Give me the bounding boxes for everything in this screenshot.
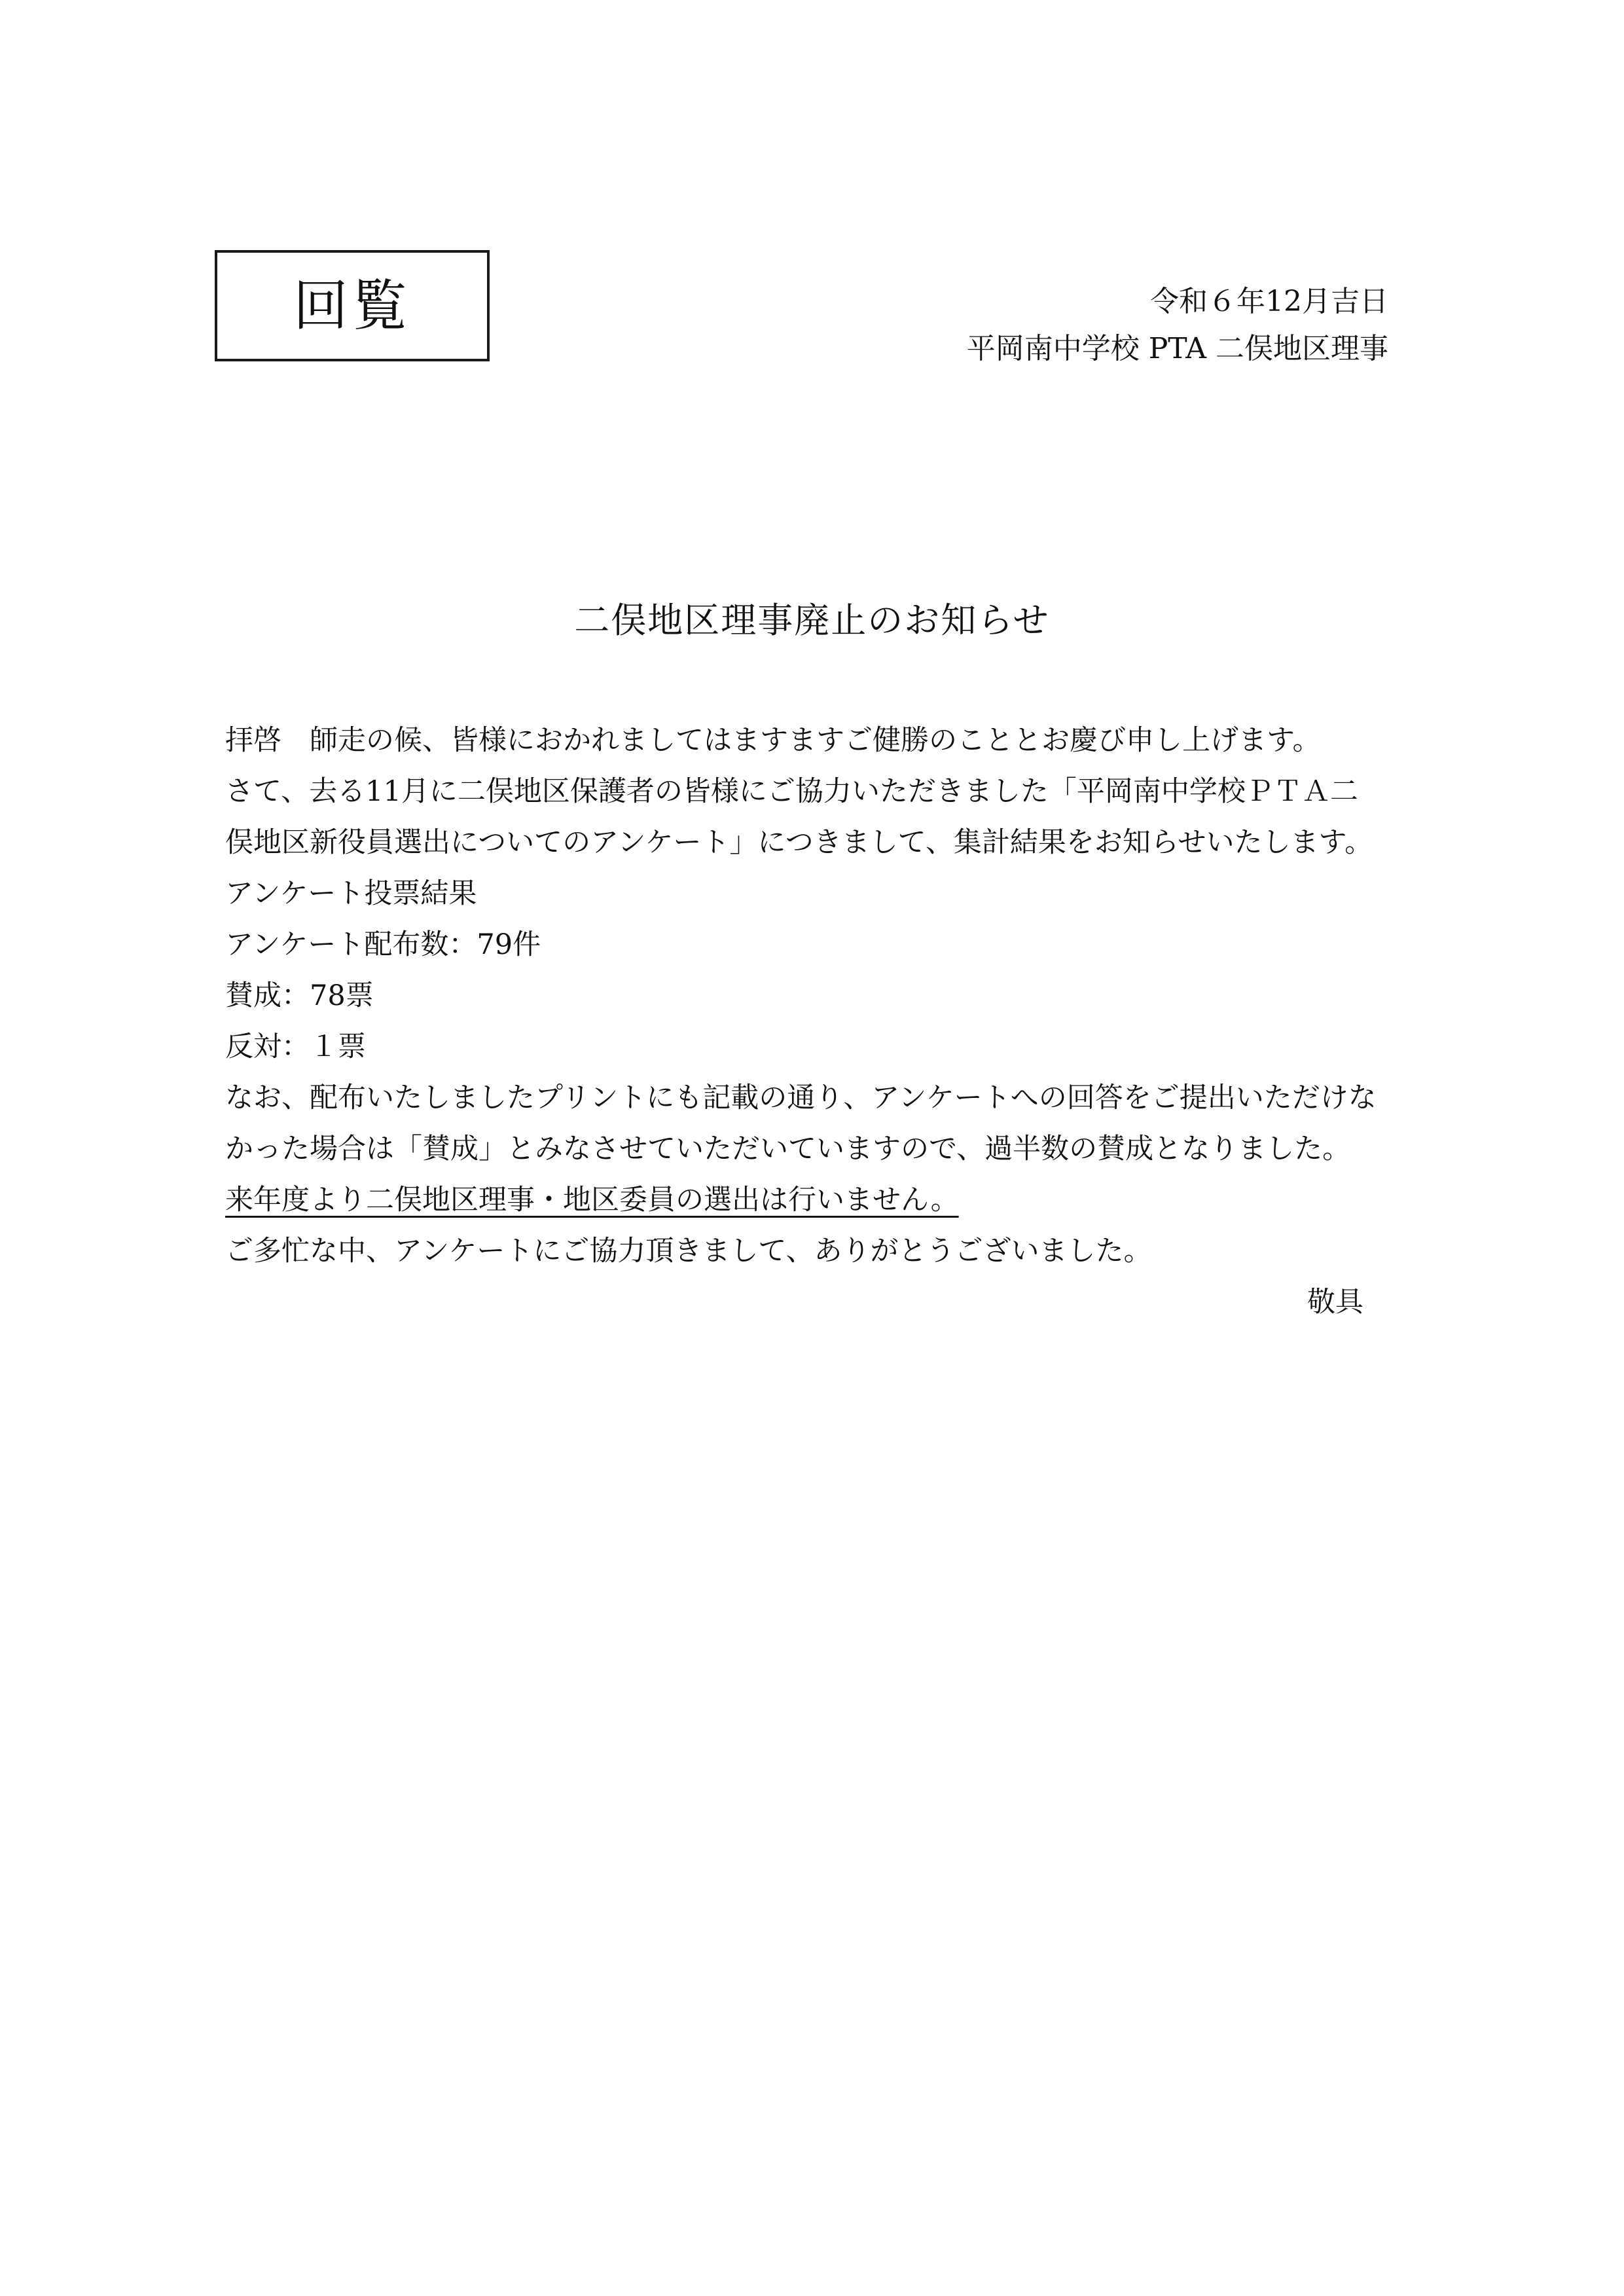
notice-title: 二俣地区理事廃止のお知らせ <box>574 600 1050 641</box>
issuer-name: 平岡南中学校 PTA 二俣地区理事 <box>966 332 1388 365</box>
decision-line <box>225 1175 1403 1226</box>
notice-body <box>225 715 1403 1277</box>
oppose-count: 反対：１票 <box>225 1030 366 1063</box>
circulation-stamp-box <box>215 250 490 361</box>
closing-word: 敬具 <box>1307 1286 1363 1319</box>
body-line: 俣地区新役員選出についてのアンケート」につきまして、集計結果をお知らせいたします。 <box>225 826 1373 859</box>
greeting-line: 拝啓 師走の候、皆様におかれましてはますますご健勝のこととお慶び申し上げます。 <box>225 724 1321 757</box>
distributed-count: アンケート配布数：79件 <box>225 928 541 961</box>
issue-date: 令和６年12月吉日 <box>1150 285 1388 318</box>
decision-text: 来年度より二俣地区理事・地区委員の選出は行いません。 <box>225 1184 959 1216</box>
body-line: なお、配布いたしましたプリントにも記載の通り、アンケートへの回答をご提出いただけな <box>225 1082 1377 1114</box>
body-line: かった場合は「賛成」とみなさせていただいていますので、過半数の賛成となりました。 <box>225 1133 1351 1165</box>
circulation-stamp-label: 回覧 <box>293 274 411 338</box>
approve-count: 賛成：78票 <box>225 979 374 1012</box>
document-header <box>967 278 1388 373</box>
thanks-line: ご多忙な中、アンケートにご協力頂きまして、ありがとうございました。 <box>225 1235 1152 1267</box>
results-heading: アンケート投票結果 <box>225 877 477 910</box>
body-line: さて、去る11月に二俣地区保護者の皆様にご協力いただきました「平岡南中学校ＰＴＡ二 <box>225 775 1358 808</box>
